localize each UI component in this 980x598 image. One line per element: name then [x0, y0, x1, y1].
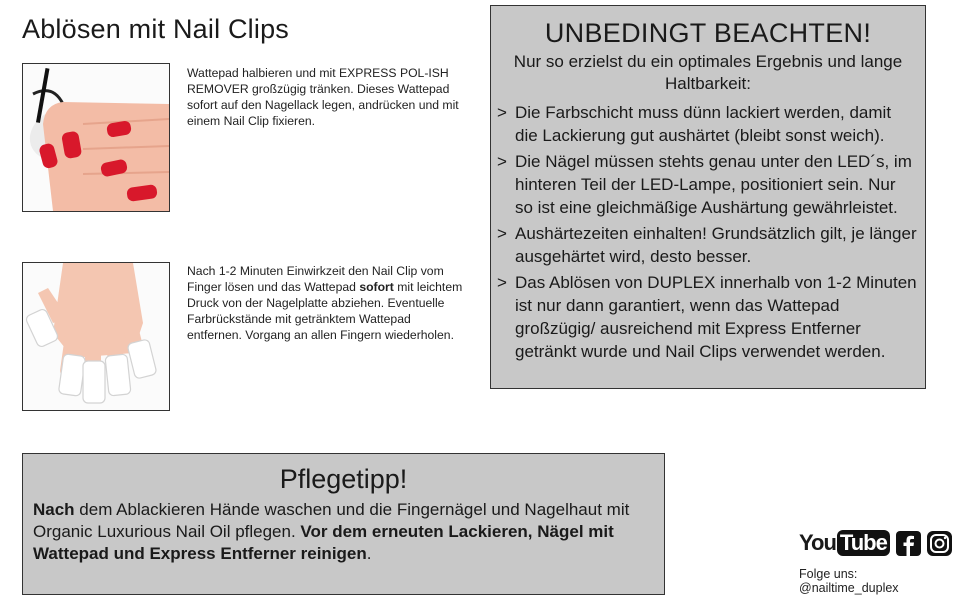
follow-us: [799, 567, 899, 595]
bullet-marker: >: [497, 103, 507, 122]
bullet-marker: >: [497, 273, 507, 292]
follow-label: Folge uns:: [799, 567, 858, 581]
notice-subheading: Nur so erzielst du ein optimales Ergebnis und lange Haltbarkeit:: [513, 52, 903, 93]
care-tip-heading: Pflegetipp!: [279, 464, 408, 494]
notice-list: [491, 101, 925, 363]
step-1-text: Wattepad halbieren und mit EXPRESS POL-ISH REMOVER großzügig tränken. Dieses Wattepad sofort auf den Nagellack legen, andrücken und mit einem Nail Clip fixieren.: [187, 66, 459, 128]
social-links: [799, 530, 952, 556]
notice-item: > Die Farbschicht muss dünn lackiert werden, damit die Lackierung gut aushärtet (bleibt sonst weich).: [497, 103, 892, 145]
youtube-icon[interactable]: You Tube: [799, 530, 890, 556]
social-handle[interactable]: @nailtime_duplex: [799, 581, 899, 595]
instagram-icon[interactable]: [927, 531, 952, 556]
step-2-text: Nach 1-2 Minuten Einwirkzeit den Nail Clip vom Finger lösen und das Wattepad sofort mit leichtem Druck von der Nagelplatte abziehen. Eventuelle Farbrückstände mit getränktem Wattepad entfernen. Vorgang an allen Fingern wiederholen.: [187, 264, 463, 342]
bullet-marker: >: [497, 152, 507, 171]
notice-item: > Die Nägel müssen stehts genau unter den LED´s, im hinteren Teil der LED-Lampe, positioniert sein. Nur so ist eine gleichmäßige Aushärtung gewährleistet.: [497, 152, 912, 217]
page-title: Ablösen mit Nail Clips: [22, 14, 289, 44]
photo-cotton-pad-on-nails: [22, 63, 170, 212]
notice-item: > Aushärtezeiten einhalten! Grundsätzlich gilt, je länger ausgehärtet wird, desto besser.: [497, 224, 917, 266]
care-tip-box: [22, 453, 665, 595]
photo-hand-with-nail-clips: [22, 262, 170, 411]
care-tip-text: Nach dem Ablackieren Hände waschen und die Fingernägel und Nagelhaut mit Organic Luxurious Nail Oil pflegen. Vor dem erneuten Lackieren, Nägel mit Wattepad und Express Entferner reinigen.: [33, 500, 630, 563]
notice-item: > Das Ablösen von DUPLEX innerhalb von 1-2 Minuten ist nur dann garantiert, wenn das Wattepad großzügig/ ausreichend mit Express Entferner getränkt wurde und Nail Clips verwendet werden.: [497, 273, 917, 361]
notice-heading: UNBEDINGT BEACHTEN!: [544, 18, 872, 48]
notice-box: [490, 5, 926, 389]
bullet-marker: >: [497, 224, 507, 243]
facebook-icon[interactable]: [896, 531, 921, 556]
